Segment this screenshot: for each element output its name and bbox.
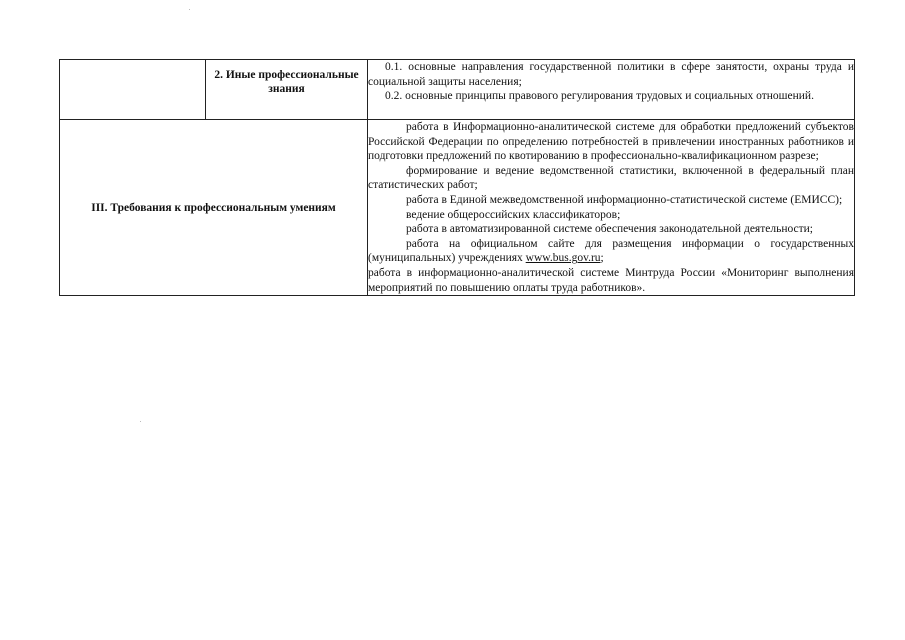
scan-speck bbox=[189, 9, 190, 10]
empty-section-cell bbox=[60, 60, 206, 120]
list-item: 0.1. основные направления государственной политики в сфере занятости, охраны труда и социальной защиты населения; bbox=[368, 61, 854, 88]
list-item: 0.2. основные принципы правового регулирования трудовых и социальных отношений. bbox=[385, 90, 814, 103]
knowledge-list-cell bbox=[368, 60, 855, 120]
list-item: работа в Единой межведомственной информационно-статистической системе (ЕМИСС); bbox=[406, 193, 843, 206]
section-title-cell bbox=[60, 120, 368, 296]
list-item: ведение общероссийских классификаторов; bbox=[406, 208, 621, 221]
section-title: III. Требования к профессиональным умениям bbox=[91, 201, 336, 214]
bus-gov-link[interactable]: www.bus.gov.ru bbox=[525, 252, 601, 265]
list-item-suffix: ; bbox=[600, 252, 604, 265]
list-item bbox=[368, 237, 854, 266]
list-item: работа в автоматизированной системе обеспечения законодательной деятельности; bbox=[406, 223, 813, 236]
skills-list-cell bbox=[368, 120, 855, 296]
list-item: формирование и ведение ведомственной статистики, включенной в федеральный план статистических работ; bbox=[368, 164, 854, 192]
table-row-skills bbox=[60, 120, 855, 296]
requirements-table bbox=[59, 59, 855, 296]
list-item: работа в Информационно-аналитической системе для обработки предложений субъектов Российской Федерации по определению потребностей в привлечении иностранных работников и подготовки предложений по квотированию в профессионально-квалификационном разрезе; bbox=[368, 121, 854, 163]
scan-speck bbox=[140, 421, 141, 422]
list-item-text: работа на официальном сайте для размещения информации о государственных (муниципальных) учреждениях bbox=[368, 237, 854, 265]
subsection-title-cell bbox=[206, 60, 368, 120]
list-item: работа в информационно-аналитической системе Минтруда России «Мониторинг выполнения мероприятий по повышению оплаты труда работников». bbox=[368, 266, 854, 294]
subsection-title: 2. Иные профессиональные знания bbox=[214, 69, 359, 95]
table-row-other-knowledge bbox=[60, 60, 855, 120]
